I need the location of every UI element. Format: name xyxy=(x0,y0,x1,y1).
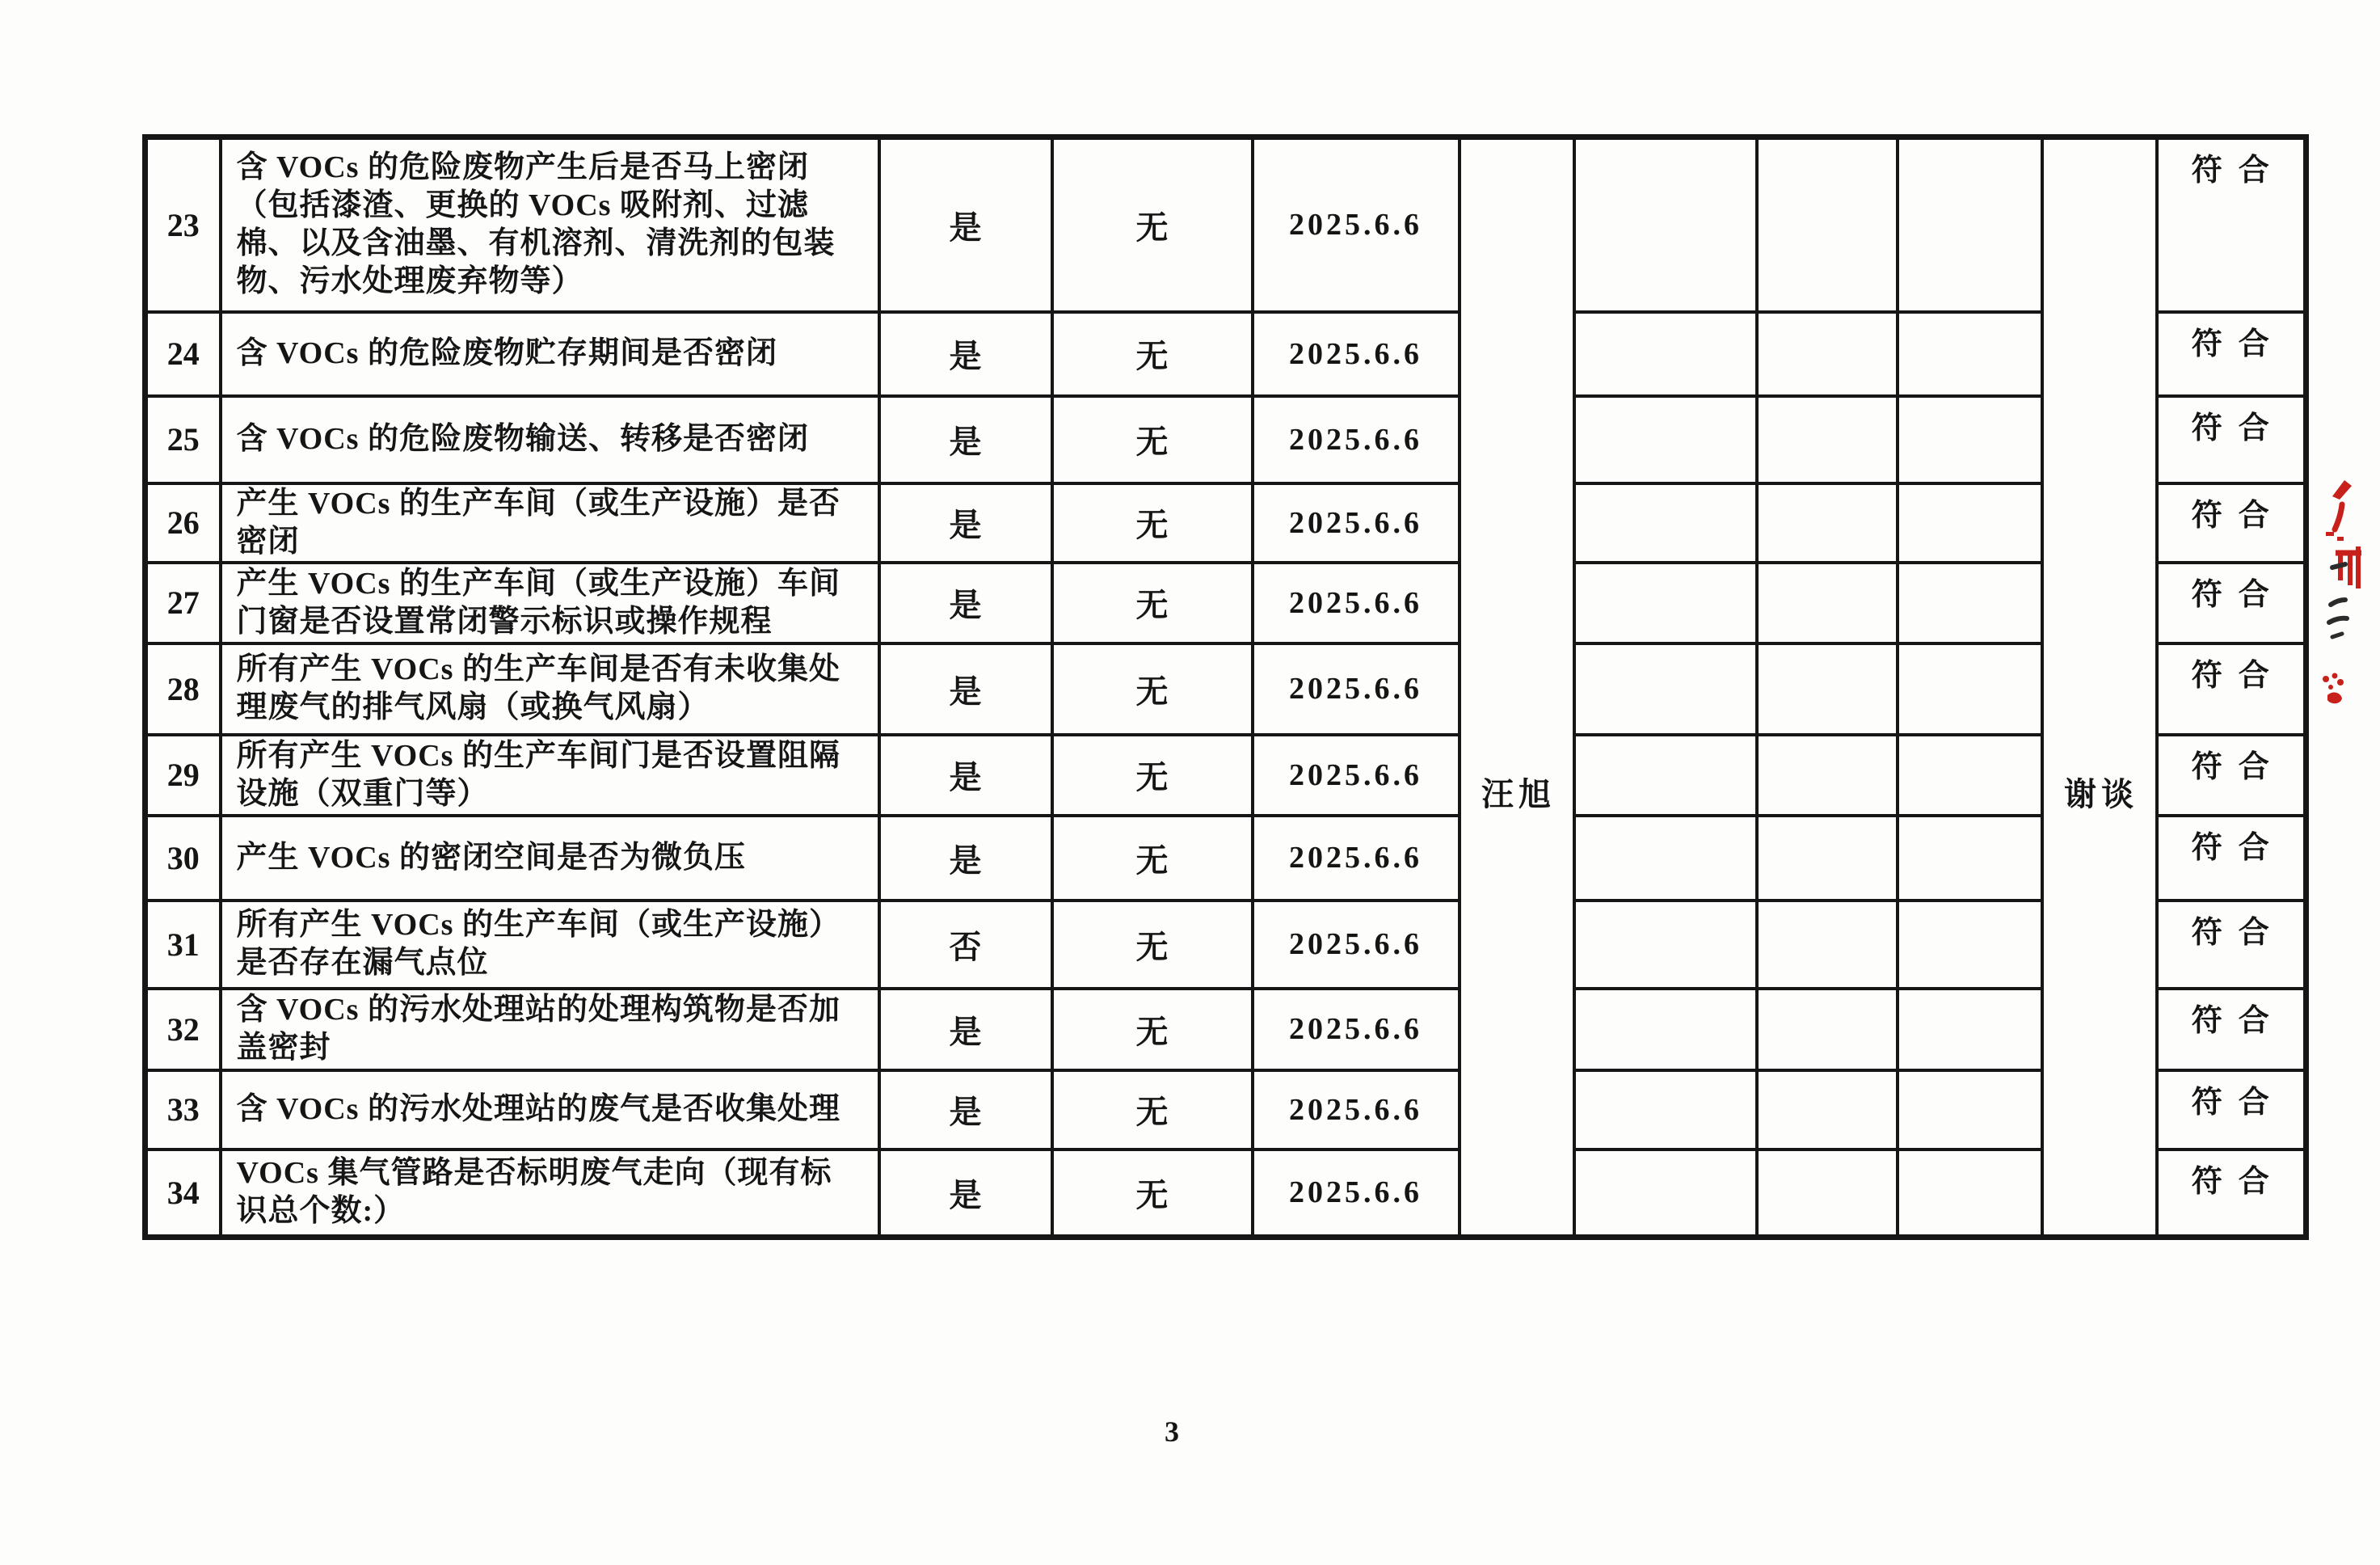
empty-cell xyxy=(1574,312,1757,396)
row-number: 34 xyxy=(145,1149,221,1238)
empty-cell xyxy=(1757,1149,1898,1238)
empty-cell xyxy=(1898,816,2042,901)
row-number: 32 xyxy=(145,989,221,1070)
issue-cell: 无 xyxy=(1052,483,1253,563)
result-cell: 符合 xyxy=(2157,901,2306,989)
question-cell: 含 VOCs 的危险废物输送、转移是否密闭 xyxy=(221,396,879,483)
issue-cell: 无 xyxy=(1052,643,1253,735)
empty-cell xyxy=(1574,1149,1757,1238)
result-cell: 符合 xyxy=(2157,483,2306,563)
empty-cell xyxy=(1898,1149,2042,1238)
empty-cell xyxy=(1574,989,1757,1070)
empty-cell xyxy=(1757,483,1898,563)
issue-cell: 无 xyxy=(1052,563,1253,643)
table-row xyxy=(145,989,2306,1070)
date-cell: 2025.6.6 xyxy=(1253,137,1460,312)
date-cell: 2025.6.6 xyxy=(1253,563,1460,643)
table-row xyxy=(145,1149,2306,1238)
result-cell: 符合 xyxy=(2157,137,2306,312)
date-cell: 2025.6.6 xyxy=(1253,483,1460,563)
empty-cell xyxy=(1898,137,2042,312)
table-row xyxy=(145,816,2306,901)
date-cell: 2025.6.6 xyxy=(1253,816,1460,901)
issue-cell: 无 xyxy=(1052,735,1253,816)
table-row xyxy=(145,137,2306,312)
date-cell: 2025.6.6 xyxy=(1253,989,1460,1070)
answer-cell: 否 xyxy=(879,901,1052,989)
answer-cell: 是 xyxy=(879,1149,1052,1238)
question-cell: 产生 VOCs 的生产车间（或生产设施）车间门窗是否设置常闭警示标识或操作规程 xyxy=(221,563,879,643)
date-cell: 2025.6.6 xyxy=(1253,901,1460,989)
date-cell: 2025.6.6 xyxy=(1253,1149,1460,1238)
answer-cell: 是 xyxy=(879,735,1052,816)
issue-cell: 无 xyxy=(1052,1070,1253,1149)
inspection-table xyxy=(142,134,2309,1240)
result-cell: 符合 xyxy=(2157,396,2306,483)
question-cell: 所有产生 VOCs 的生产车间门是否设置阻隔设施（双重门等） xyxy=(221,735,879,816)
table-row xyxy=(145,396,2306,483)
row-number: 28 xyxy=(145,643,221,735)
question-cell: VOCs 集气管路是否标明废气走向（现有标识总个数:） xyxy=(221,1149,879,1238)
issue-cell: 无 xyxy=(1052,1149,1253,1238)
empty-cell xyxy=(1757,563,1898,643)
result-cell: 符合 xyxy=(2157,1070,2306,1149)
answer-cell: 是 xyxy=(879,816,1052,901)
empty-cell xyxy=(1898,312,2042,396)
row-number: 30 xyxy=(145,816,221,901)
question-cell: 所有产生 VOCs 的生产车间是否有未收集处理废气的排气风扇（或换气风扇） xyxy=(221,643,879,735)
row-number: 31 xyxy=(145,901,221,989)
empty-cell xyxy=(1757,989,1898,1070)
answer-cell: 是 xyxy=(879,137,1052,312)
question-cell: 含 VOCs 的污水处理站的废气是否收集处理 xyxy=(221,1070,879,1149)
table-row xyxy=(145,563,2306,643)
result-cell: 符合 xyxy=(2157,816,2306,901)
reviewer-signature-cell: 谢谈 xyxy=(2042,137,2157,1238)
table-row xyxy=(145,735,2306,816)
result-cell: 符合 xyxy=(2157,989,2306,1070)
answer-cell: 是 xyxy=(879,643,1052,735)
empty-cell xyxy=(1757,137,1898,312)
answer-cell: 是 xyxy=(879,312,1052,396)
question-cell: 含 VOCs 的污水处理站的处理构筑物是否加盖密封 xyxy=(221,989,879,1070)
result-cell: 符合 xyxy=(2157,563,2306,643)
issue-cell: 无 xyxy=(1052,312,1253,396)
empty-cell xyxy=(1574,1070,1757,1149)
issue-cell: 无 xyxy=(1052,901,1253,989)
row-number: 29 xyxy=(145,735,221,816)
answer-cell: 是 xyxy=(879,563,1052,643)
empty-cell xyxy=(1757,396,1898,483)
row-number: 26 xyxy=(145,483,221,563)
empty-cell xyxy=(1574,483,1757,563)
date-cell: 2025.6.6 xyxy=(1253,312,1460,396)
question-cell: 产生 VOCs 的密闭空间是否为微负压 xyxy=(221,816,879,901)
row-number: 33 xyxy=(145,1070,221,1149)
table-row xyxy=(145,643,2306,735)
row-number: 23 xyxy=(145,137,221,312)
empty-cell xyxy=(1574,901,1757,989)
empty-cell xyxy=(1574,563,1757,643)
inspector-signature-cell: 汪旭 xyxy=(1460,137,1574,1238)
issue-cell: 无 xyxy=(1052,989,1253,1070)
issue-cell: 无 xyxy=(1052,137,1253,312)
question-cell: 所有产生 VOCs 的生产车间（或生产设施）是否存在漏气点位 xyxy=(221,901,879,989)
answer-cell: 是 xyxy=(879,396,1052,483)
empty-cell xyxy=(1757,816,1898,901)
table-row xyxy=(145,483,2306,563)
table-row xyxy=(145,901,2306,989)
issue-cell: 无 xyxy=(1052,816,1253,901)
empty-cell xyxy=(1757,643,1898,735)
row-number: 27 xyxy=(145,563,221,643)
question-cell: 含 VOCs 的危险废物贮存期间是否密闭 xyxy=(221,312,879,396)
issue-cell: 无 xyxy=(1052,396,1253,483)
empty-cell xyxy=(1898,396,2042,483)
date-cell: 2025.6.6 xyxy=(1253,1070,1460,1149)
red-seal-stamp xyxy=(2308,467,2380,807)
result-cell: 符合 xyxy=(2157,643,2306,735)
empty-cell xyxy=(1898,735,2042,816)
empty-cell xyxy=(1757,1070,1898,1149)
empty-cell xyxy=(1574,643,1757,735)
row-number: 24 xyxy=(145,312,221,396)
empty-cell xyxy=(1898,563,2042,643)
empty-cell xyxy=(1898,1070,2042,1149)
result-cell: 符合 xyxy=(2157,735,2306,816)
result-cell: 符合 xyxy=(2157,312,2306,396)
question-cell: 产生 VOCs 的生产车间（或生产设施）是否密闭 xyxy=(221,483,879,563)
date-cell: 2025.6.6 xyxy=(1253,735,1460,816)
empty-cell xyxy=(1574,735,1757,816)
empty-cell xyxy=(1574,816,1757,901)
date-cell: 2025.6.6 xyxy=(1253,396,1460,483)
empty-cell xyxy=(1757,735,1898,816)
table-row xyxy=(145,312,2306,396)
empty-cell xyxy=(1757,312,1898,396)
empty-cell xyxy=(1898,901,2042,989)
answer-cell: 是 xyxy=(879,483,1052,563)
date-cell: 2025.6.6 xyxy=(1253,643,1460,735)
table-row xyxy=(145,1070,2306,1149)
empty-cell xyxy=(1898,989,2042,1070)
answer-cell: 是 xyxy=(879,989,1052,1070)
answer-cell: 是 xyxy=(879,1070,1052,1149)
empty-cell xyxy=(1898,643,2042,735)
empty-cell xyxy=(1757,901,1898,989)
empty-cell xyxy=(1574,396,1757,483)
row-number: 25 xyxy=(145,396,221,483)
result-cell: 符合 xyxy=(2157,1149,2306,1238)
empty-cell xyxy=(1898,483,2042,563)
page-number: 3 xyxy=(1165,1415,1179,1448)
empty-cell xyxy=(1574,137,1757,312)
question-cell: 含 VOCs 的危险废物产生后是否马上密闭（包括漆渣、更换的 VOCs 吸附剂、过滤棉、以及含油墨、有机溶剂、清洗剂的包装物、污水处理废弃物等） xyxy=(221,137,879,312)
